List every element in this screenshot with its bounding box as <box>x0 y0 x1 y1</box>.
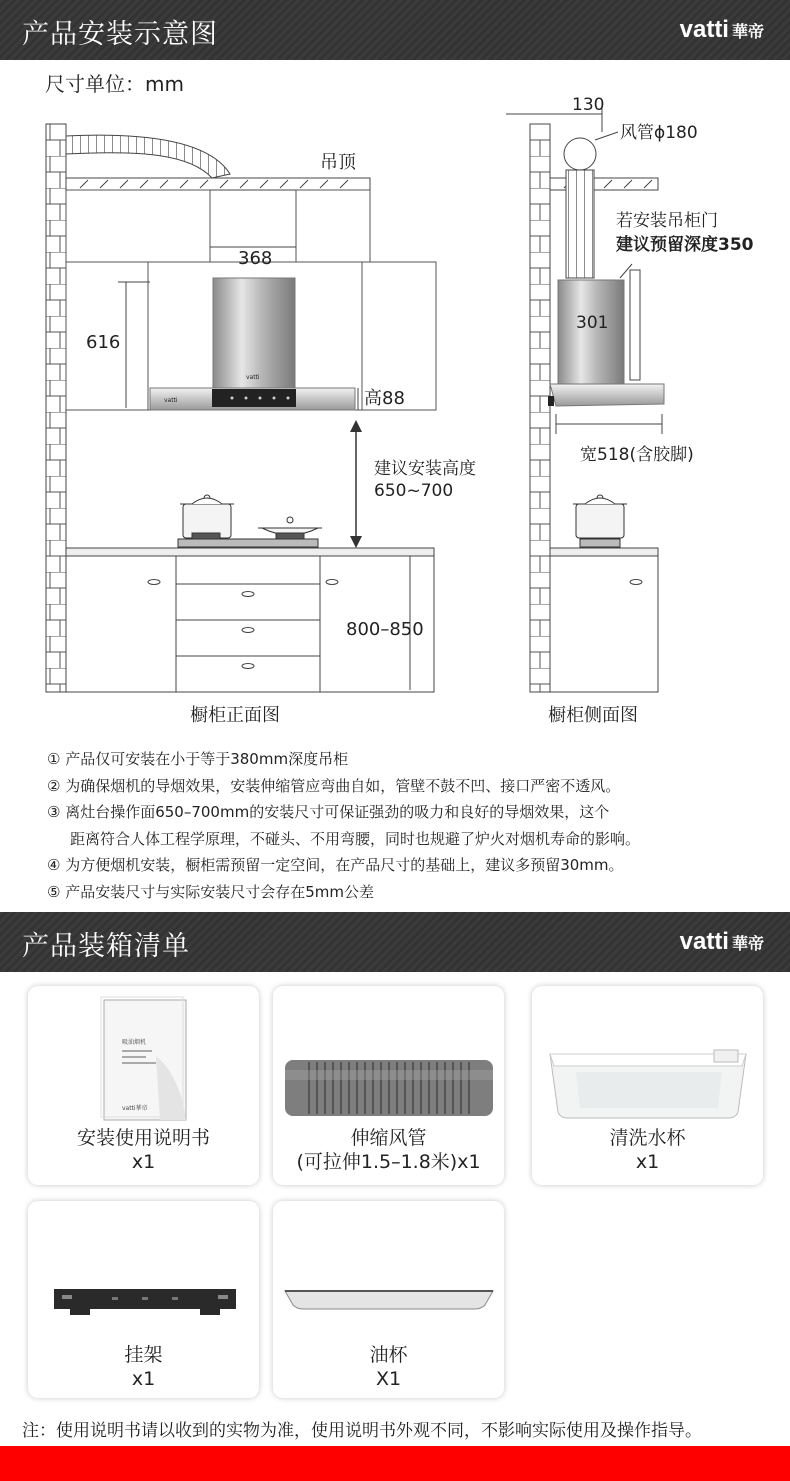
unit-label: 尺寸单位：mm <box>45 72 184 96</box>
side-view-caption: 橱柜侧面图 <box>548 705 638 726</box>
duct-spec: (可拉伸1.5–1.8米)x1 <box>296 1151 481 1173</box>
oil-cup-name: 油杯 <box>369 1344 408 1366</box>
installation-diagram <box>0 92 790 732</box>
item-oil-cup-card <box>273 1201 504 1398</box>
hood-control-panel <box>212 389 296 407</box>
duct-section <box>564 138 596 170</box>
width-518-label: 宽518(含胶脚) <box>580 445 694 465</box>
water-cup-qty: x1 <box>635 1151 660 1173</box>
bottom-red-bar <box>0 1446 790 1481</box>
note-5: ⑤ 产品安装尺寸与实际安装尺寸会存在5mm公差 <box>47 882 374 901</box>
dim-130-label: 130 <box>572 95 605 115</box>
depth-301-label: 301 <box>576 313 609 333</box>
packing-footnote: 注：使用说明书请以收到的实物为准，使用说明书外观不同，不影响实际使用及操作指导。 <box>22 1421 702 1441</box>
svg-text:vatti: vatti <box>246 374 260 381</box>
side-base-cabinet <box>550 548 658 692</box>
bracket-icon <box>52 1283 238 1319</box>
width-368-label: 368 <box>238 248 273 269</box>
install-header <box>0 0 790 60</box>
side-duct <box>566 170 594 278</box>
stove-and-pots <box>178 495 322 547</box>
vatti-logo-2: vatti 華帝 <box>679 928 764 955</box>
duct-name: 伸缩风管 <box>350 1127 427 1149</box>
counter-height-label: 800–850 <box>346 619 424 640</box>
bracket-qty: x1 <box>131 1368 156 1390</box>
height-88-label: 高88 <box>364 388 405 409</box>
front-hood-chimney <box>213 278 295 388</box>
water-cup-name: 清洗水杯 <box>609 1127 686 1149</box>
oil-cup-icon <box>281 1285 497 1313</box>
manual-name: 安装使用说明书 <box>76 1127 210 1149</box>
cabinet-depth-label: 建议预留深度350 <box>616 235 754 255</box>
item-water-cup-card <box>532 986 763 1185</box>
svg-text:吸油烟机: 吸油烟机 <box>122 1039 147 1046</box>
side-hood-panel <box>550 384 664 406</box>
install-title: 产品安装示意图 <box>22 19 218 50</box>
note-2: ② 为确保烟机的导烟效果，安装伸缩管应弯曲自如，管壁不鼓不凹、接口严密不透风。 <box>47 776 621 795</box>
svg-text:vatti華帝: vatti華帝 <box>122 1105 148 1112</box>
note-1: ① 产品仅可安装在小于等于380mm深度吊柜 <box>47 750 349 768</box>
height-616-label: 616 <box>86 332 121 353</box>
manual-qty: x1 <box>131 1151 156 1173</box>
note-3-continued: 距离符合人体工程学原理，不碰头、不用弯腰，同时也规避了炉火对烟机寿命的影响。 <box>70 829 641 848</box>
installation-notes <box>47 746 640 905</box>
packing-title: 产品装箱清单 <box>22 931 190 962</box>
front-duct <box>66 135 230 178</box>
item-manual-card <box>28 986 259 1185</box>
vatti-logo: vatti 華帝 <box>679 16 764 43</box>
side-pot <box>573 495 627 547</box>
manual-icon <box>100 996 190 1124</box>
front-wall <box>46 124 66 692</box>
packing-header <box>0 912 790 972</box>
bracket-name: 挂架 <box>124 1344 163 1366</box>
note-3: ③ 离灶台操作面650–700mm的安装尺寸可保证强劲的吸力和良好的导烟效果，这个 <box>47 803 610 821</box>
rec-height-label: 建议安装高度 <box>374 459 476 479</box>
rec-height-range: 650~700 <box>374 481 454 501</box>
svg-text:vatti: vatti <box>164 397 178 404</box>
cabinet-door-label: 若安装吊柜门 <box>616 211 718 231</box>
front-view <box>46 124 476 726</box>
item-duct-card <box>273 986 504 1185</box>
side-wall <box>530 124 550 692</box>
note-4: ④ 为方便烟机安装，橱柜需预留一定空间，在产品尺寸的基础上，建议多预留30mm。 <box>47 856 624 874</box>
ceiling-label: 吊顶 <box>320 152 356 173</box>
duct-label: 风管ϕ180 <box>620 123 698 143</box>
oil-cup-qty: X1 <box>375 1368 402 1390</box>
item-bracket-card <box>28 1201 259 1398</box>
side-view <box>506 95 754 726</box>
water-cup-icon <box>546 1046 750 1122</box>
duct-icon <box>285 1056 493 1120</box>
front-view-caption: 橱柜正面图 <box>190 705 280 726</box>
